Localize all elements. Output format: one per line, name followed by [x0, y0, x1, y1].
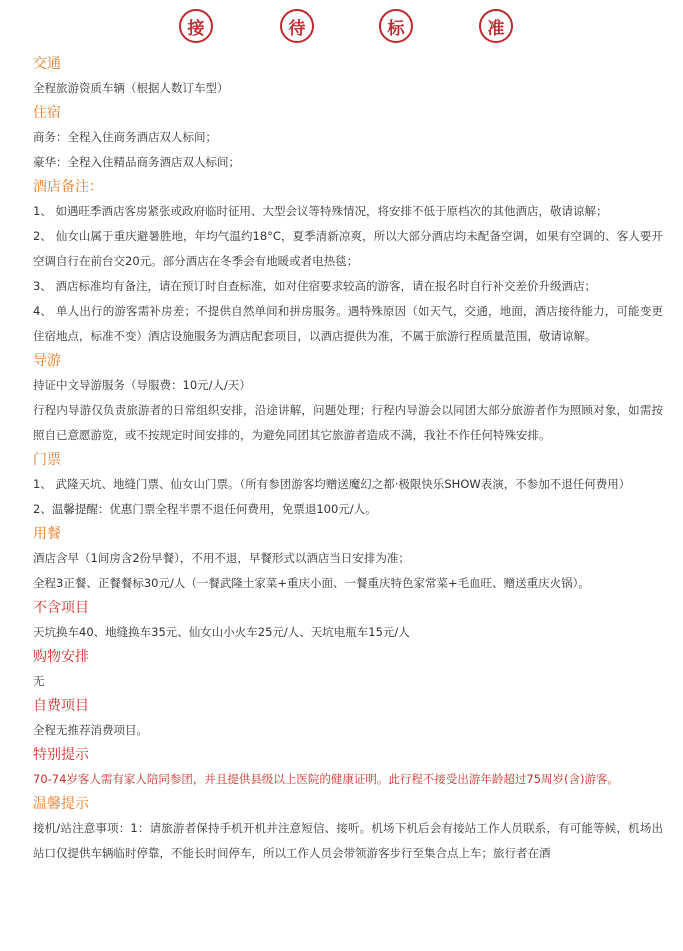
title-char-circle: 接 [179, 9, 213, 43]
section-guide [33, 349, 663, 448]
title-char-circle: 待 [280, 9, 314, 43]
paragraph: 豪华：全程入住精品商务酒店双人标间； [33, 155, 240, 169]
paragraph: 酒店含早（1间房含2份早餐），不用不退，早餐形式以酒店当日安排为准； [33, 551, 410, 565]
section-shopping [33, 645, 663, 694]
section-self-paid [33, 694, 663, 743]
section-title: 特别提示 [33, 747, 89, 763]
section-title: 用餐 [33, 526, 61, 542]
section-meals [33, 522, 663, 596]
section-title: 自费项目 [33, 698, 89, 714]
title-char-circle: 准 [479, 9, 513, 43]
title-char-circle: 标 [379, 9, 413, 43]
paragraph: 3、 酒店标准均有备注，请在预订时自查标准，如对住宿要求较高的游客，请在报名时自行补交差价升级酒店； [33, 279, 596, 293]
paragraph: 1、 如遇旺季酒店客房紧张或政府临时征用、大型会议等特殊情况，将安排不低于原档次的其他酒店，敬请谅解； [33, 204, 608, 218]
section-special-notice [33, 743, 663, 792]
paragraph: 天坑换车40、地缝换车35元、仙女山小火车25元/人、天坑电瓶车15元/人 [33, 625, 410, 639]
section-title: 温馨提示 [33, 796, 89, 812]
section-warm-tips [33, 792, 663, 866]
paragraph: 全程3正餐、正餐餐标30元/人（一餐武隆土家菜+重庆小面、一餐重庆特色家常菜+毛血旺、赠送重庆火锅）。 [33, 576, 590, 590]
header-banner [0, 0, 683, 52]
section-transport [33, 52, 663, 101]
paragraph: 接机/站注意事项：1：请旅游者保持手机开机并注意短信、接听。机场下机后会有接站工作人员联系，有可能等候，机场出站口仅提供车辆临时停靠，不能长时间停车，所以工作人员会带领游客步行至集合点上车；旅行者在酒 [33, 821, 663, 860]
paragraph: 2、 仙女山属于重庆避暑胜地，年均气温约18°C，夏季清新凉爽，所以大部分酒店均未配备空调，如果有空调的、客人要开空调自行在前台交20元。部分酒店在冬季会有地暖或者电热毯； [33, 229, 663, 268]
paragraph: 全程无推荐消费项目。 [33, 723, 148, 737]
paragraph: 行程内导游仅负责旅游者的日常组织安排，沿途讲解，问题处理；行程内导游会以同团大部分旅游者作为照顾对象，如需按照自已意愿游览，或不按规定时间安排的，为避免同团其它旅游者造成不满，我社不作任何特殊安排。 [33, 403, 663, 442]
paragraph: 2、温馨提醒：优惠门票全程半票不退任何费用，免票退100元/人。 [33, 502, 377, 516]
section-title: 门票 [33, 452, 61, 468]
section-hotel-notes [33, 175, 663, 349]
section-excluded [33, 596, 663, 645]
section-title: 导游 [33, 353, 61, 369]
section-lodging [33, 101, 663, 175]
paragraph: 全程旅游资质车辆（根据人数订车型） [33, 81, 229, 95]
section-title: 酒店备注： [33, 179, 103, 195]
article-body [33, 52, 663, 866]
section-title: 交通 [33, 56, 61, 72]
paragraph: 商务：全程入住商务酒店双人标间； [33, 130, 217, 144]
section-title: 住宿 [33, 105, 61, 121]
paragraph: 持证中文导游服务（导服费：10元/人/天） [33, 378, 251, 392]
paragraph: 70-74岁客人需有家人陪同参团，并且提供县级以上医院的健康证明。此行程不接受出游年龄超过75周岁(含)游客。 [33, 772, 620, 786]
section-tickets [33, 448, 663, 522]
paragraph: 1、 武隆天坑、地缝门票、仙女山门票。（所有参团游客均赠送魔幻之都·极限快乐SHOW表演，不参加不退任何费用） [33, 477, 631, 491]
paragraph: 无 [33, 674, 45, 688]
section-title: 购物安排 [33, 649, 89, 665]
paragraph: 4、 单人出行的游客需补房差；不提供自然单间和拼房服务。遇特殊原因（如天气，交通，地面，酒店接待能力，可能变更住宿地点，标准不变）酒店设施服务为酒店配套项目，以酒店提供为准，不属于旅游行程质量范围，敬请谅解。 [33, 304, 663, 343]
section-title: 不含项目 [33, 600, 89, 616]
